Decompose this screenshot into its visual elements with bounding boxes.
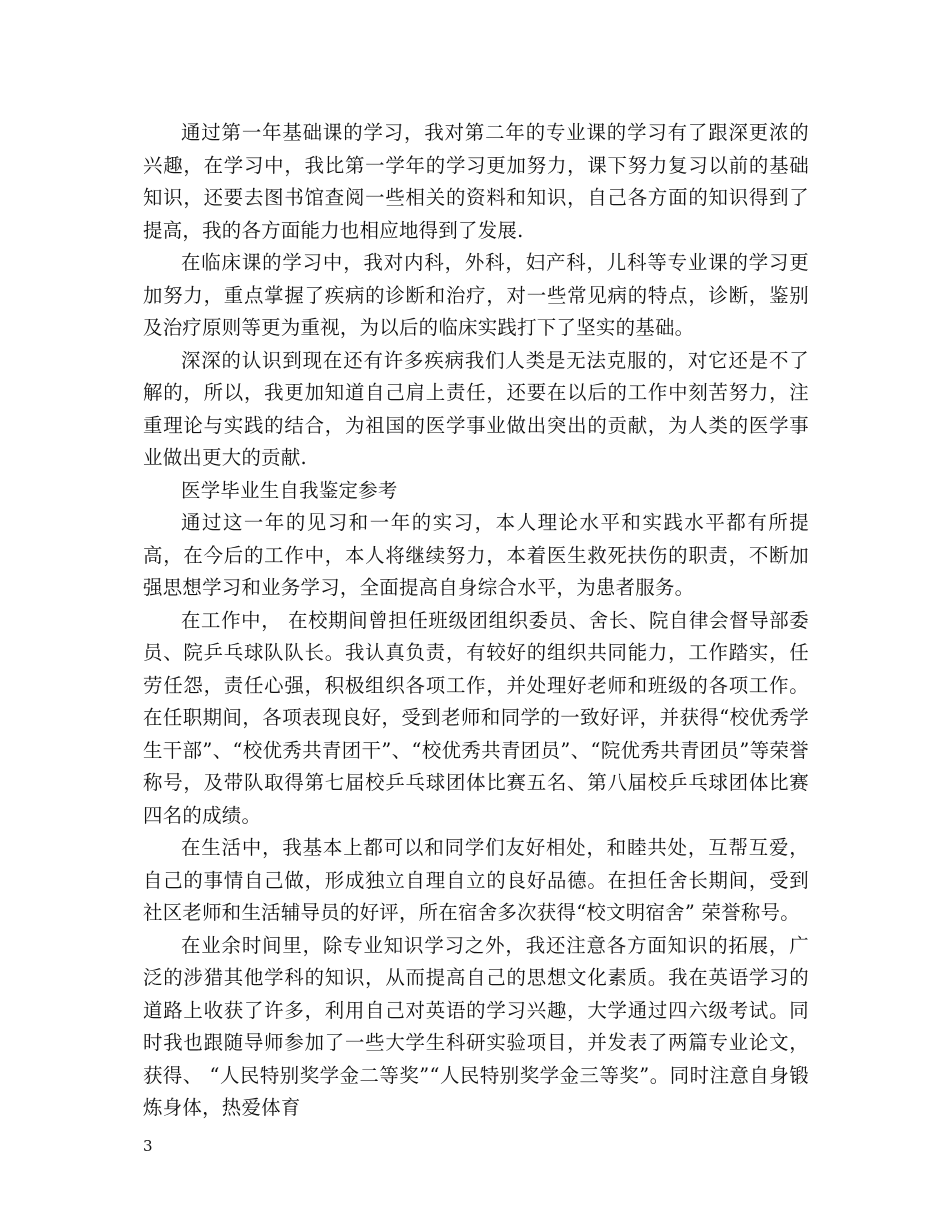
paragraph-work-and-honors: 在工作中， 在校期间曾担任班级团组织委员、舍长、院自律会督导部委员、院乒乓球队队长。我认真负责，有较好的组织共同能力，工作踏实，任劳任怨，责任心强，积极组织各项工作，并处理好老师和班级的各项工作。在任职期间，各项表现良好，受到老师和同学的一致好评，并获得“校优秀学生干部”、“校优秀共青团干”、“校优秀共青团员”、“院优秀共青团员”等荣誉称号，及带队取得第七届校乒乓球团体比赛五名、第八届校乒乓球团体比赛四名的成绩。 — [143, 608, 809, 827]
paragraph-medical-responsibility: 深深的认识到现在还有许多疾病我们人类是无法克服的，对它还是不了解的，所以，我更加知道自己肩上责任，还要在以后的工作中刻苦努力，注重理论与实践的结合，为祖国的医学事业做出突出的贡献，为人类的医学事业做出更大的贡献. — [143, 348, 809, 469]
paragraph-daily-life: 在生活中，我基本上都可以和同学们友好相处，和睦共处，互帮互爱，自己的事情自己做，形成独立自理自立的良好品德。在担任舍长期间，受到社区老师和生活辅导员的好评，所在宿舍多次获得“校文明宿舍” 荣誉称号。 — [143, 836, 809, 924]
paragraph-clinical-course-study: 在临床课的学习中，我对内科，外科，妇产科，儿科等专业课的学习更加努力，重点掌握了疾病的诊断和治疗，对一些常见病的特点，诊断，鉴别及治疗原则等更为重视，为以后的临床实践打下了坚实的基础。 — [143, 251, 809, 339]
section-heading: 医学毕业生自我鉴定参考 — [181, 478, 398, 502]
paragraph-basic-course-study: 通过第一年基础课的学习，我对第二年的专业课的学习有了跟深更浓的兴趣，在学习中，我比第一学年的学习更加努力，课下努力复习以前的基础知识，还要去图书馆查阅一些相关的资料和知识，自己各方面的知识得到了提高，我的各方面能力也相应地得到了发展. — [143, 121, 809, 242]
document-body — [143, 117, 809, 1125]
page-number: 3 — [143, 1137, 153, 1155]
paragraph-internship-summary: 通过这一年的见习和一年的实习，本人理论水平和实践水平都有所提高，在今后的工作中，本人将继续努力，本着医生救死扶伤的职责，不断加强思想学习和业务学习，全面提高自身综合水平，为患者服务。 — [143, 511, 809, 599]
paragraph-spare-time-study: 在业余时间里，除专业知识学习之外，我还注意各方面知识的拓展，广泛的涉猎其他学科的知识，从而提高自己的思想文化素质。我在英语学习的道路上收获了许多，利用自己对英语的学习兴趣，大学通过四六级考试。同时我也跟随导师参加了一些大学生科研实验项目，并发表了两篇专业论文，获得、 “人民特别奖学金二等奖”“人民特别奖学金三等奖”。同时注意自身锻炼身体，热爱体育 — [143, 933, 809, 1119]
